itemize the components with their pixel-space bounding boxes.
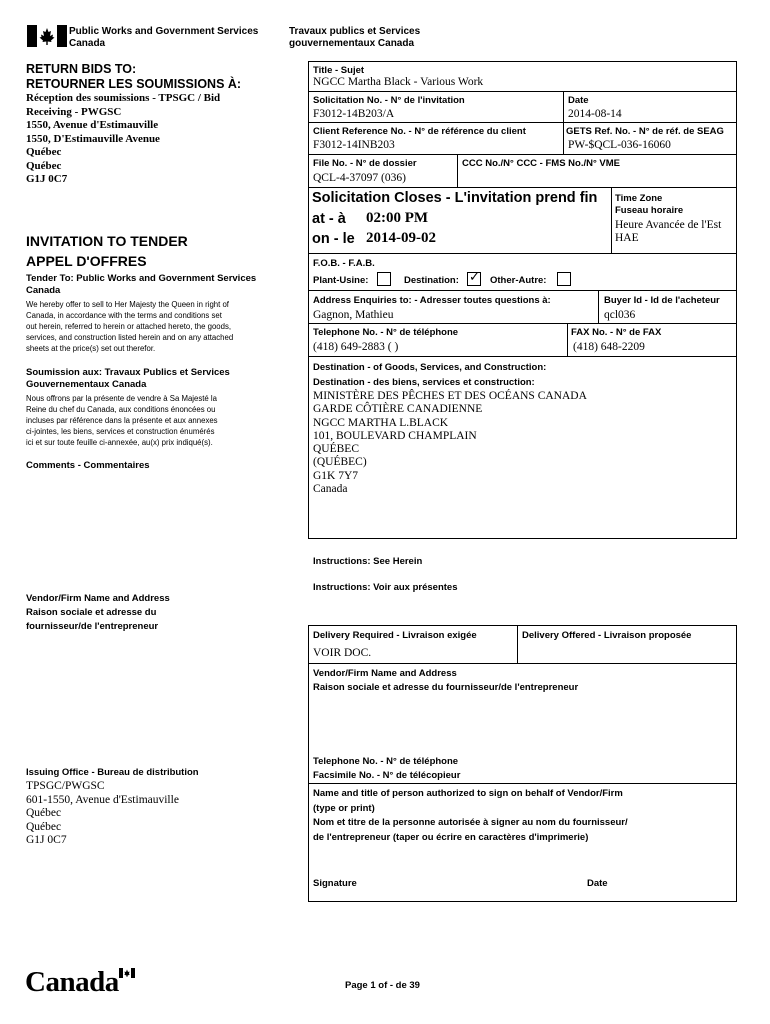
date-label: Date xyxy=(568,95,589,106)
destination-address: MINISTÈRE DES PÊCHES ET DES OCÉANS CANADA GARDE CÔTIÈRE CANADIENNE NGCC MARTHA L.BLACK 101, BOULEVARD CHAMPLAIN QUÉBEC (QUÉBEC) G1K 7Y7 Canada xyxy=(313,390,587,496)
time-zone-label: Time Zone Fuseau horaire xyxy=(615,193,684,216)
page-number: Page 1 of - de 39 xyxy=(345,980,420,991)
closing-time-value: 02:00 PM xyxy=(366,210,429,226)
client-reference-label: Client Reference No. - N° de référence du client xyxy=(313,126,526,137)
signature-label: Signature xyxy=(313,878,357,889)
enquiries-value: Gagnon, Mathieu xyxy=(313,309,394,321)
destination-checkbox[interactable] xyxy=(467,272,481,286)
soumission-aux: Soumission aux: Travaux Publics et Services Gouvernementaux Canada xyxy=(26,367,230,390)
wordmark-flag-icon xyxy=(119,968,135,978)
delivery-offered-label: Delivery Offered - Livraison proposée xyxy=(522,630,692,641)
fax-value: (418) 648-2209 xyxy=(573,341,645,353)
offer-text-en: We hereby offer to sell to Her Majesty the Queen in right of Canada, in accordance with the terms and conditions set out herein, referred to herein or attached hereto, the goods, services, and construction listed herein and on any attached sheets at the price(s) set out therefor. xyxy=(26,300,234,353)
checkmark-icon: ✓ xyxy=(469,270,480,285)
delivery-required-value: VOIR DOC. xyxy=(313,647,372,659)
signature-date-label: Date xyxy=(587,878,608,889)
telephone-label: Telephone No. - N° de téléphone xyxy=(313,327,459,338)
date-value: 2014-08-14 xyxy=(568,108,622,120)
department-name-en: Public Works and Government Services Canada xyxy=(69,26,259,49)
canada-flag-logo xyxy=(27,25,67,52)
other-autre-label: Other-Autre: xyxy=(490,275,547,286)
vendor-firm-label-right: Vendor/Firm Name and Address Raison sociale et adresse du fournisseur/de l'entrepreneur xyxy=(313,668,579,693)
phone-fax-label: Telephone No. - N° de téléphone Facsimile No. - N° de télécopieur xyxy=(313,756,461,781)
at-label: at - à xyxy=(312,211,346,227)
issuing-office-label: Issuing Office - Bureau de distribution xyxy=(26,767,199,778)
return-bids-title: RETURN BIDS TO: RETOURNER LES SOUMISSIONS À: xyxy=(26,62,242,91)
destination-label: Destination: xyxy=(404,275,459,286)
title-label: Title - Sujet xyxy=(313,65,365,76)
fax-label: FAX No. - N° de FAX xyxy=(571,327,662,338)
gets-ref-label: GETS Ref. No. - N° de réf. de SEAG xyxy=(566,126,724,137)
buyer-id-label: Buyer Id - Id de l'acheteur xyxy=(604,295,720,306)
invitation-title: INVITATION TO TENDER APPEL D'OFFRES xyxy=(26,233,188,269)
gets-ref-value: PW-$QCL-036-16060 xyxy=(568,139,671,151)
file-number-label: File No. - N° de dossier xyxy=(313,158,417,169)
tender-to: Tender To: Public Works and Government Services Canada xyxy=(26,273,257,296)
vendor-firm-label-left: Vendor/Firm Name and Address Raison sociale et adresse du fournisseur/de l'entrepreneur xyxy=(26,593,170,632)
fob-label: F.O.B. - F.A.B. xyxy=(313,258,375,269)
comments-label: Comments - Commentaires xyxy=(26,460,150,471)
return-bids-address: Réception des soumissions - TPSGC / Bid Receiving - PWGSC 1550, Avenue d'Estimauville 1550, D'Estimauville Avenue Québec Québec G1J 0C7 xyxy=(26,92,221,185)
plant-usine-checkbox[interactable] xyxy=(377,272,391,286)
on-label: on - le xyxy=(312,231,355,247)
instructions-en: Instructions: See Herein xyxy=(313,556,423,567)
solicitation-number-label: Solicitation No. - N° de l'invitation xyxy=(313,95,465,106)
client-reference-value: F3012-14INB203 xyxy=(313,139,395,151)
destination-goods-label: Destination - of Goods, Services, and Construction: Destination - des biens, services et construction: xyxy=(313,362,547,388)
time-zone-value: Heure Avancée de l'Est HAE xyxy=(615,219,722,244)
offer-text-fr: Nous offrons par la présente de vendre à Sa Majesté la Reine du chef du Canada, aux conditions énoncées ou incluses par référence dans la présente et aux annexes ci-jointes, les biens, services et construction énumérés ici et sur toute feuille ci-annexée, au(x) prix indiqué(s). xyxy=(26,394,218,447)
buyer-id-value: qcl036 xyxy=(604,309,636,321)
ccc-number-label: CCC No./N° CCC - FMS No./N° VME xyxy=(462,158,621,169)
solicitation-number-value: F3012-14B203/A xyxy=(313,108,395,120)
delivery-required-label: Delivery Required - Livraison exigée xyxy=(313,630,477,641)
closing-date-value: 2014-09-02 xyxy=(366,230,436,246)
enquiries-label: Address Enquiries to: - Adresser toutes questions à: xyxy=(313,295,551,306)
telephone-value: (418) 649-2883 ( ) xyxy=(313,341,399,353)
plant-usine-label: Plant-Usine: xyxy=(313,275,369,286)
instructions-fr: Instructions: Voir aux présentes xyxy=(313,582,458,593)
canada-wordmark: Canada xyxy=(25,966,119,999)
department-name-fr: Travaux publics et Services gouvernementaux Canada xyxy=(289,26,421,49)
solicitation-closes-label: Solicitation Closes - L'invitation prend fin xyxy=(312,190,598,206)
title-value: NGCC Martha Black - Various Work xyxy=(313,76,484,88)
issuing-office-address: TPSGC/PWGSC 601-1550, Avenue d'Estimauville Québec Québec G1J 0C7 xyxy=(26,780,179,846)
other-autre-checkbox[interactable] xyxy=(557,272,571,286)
file-number-value: QCL-4-37097 (036) xyxy=(313,172,406,184)
authorized-person-label: Name and title of person authorized to sign on behalf of Vendor/Firm (type or print) Nom et titre de la personne autorisée à signer au nom du fournisseur/ de l'entrepreneur (taper ou écrire en caractères d'imprimerie) xyxy=(313,788,628,843)
